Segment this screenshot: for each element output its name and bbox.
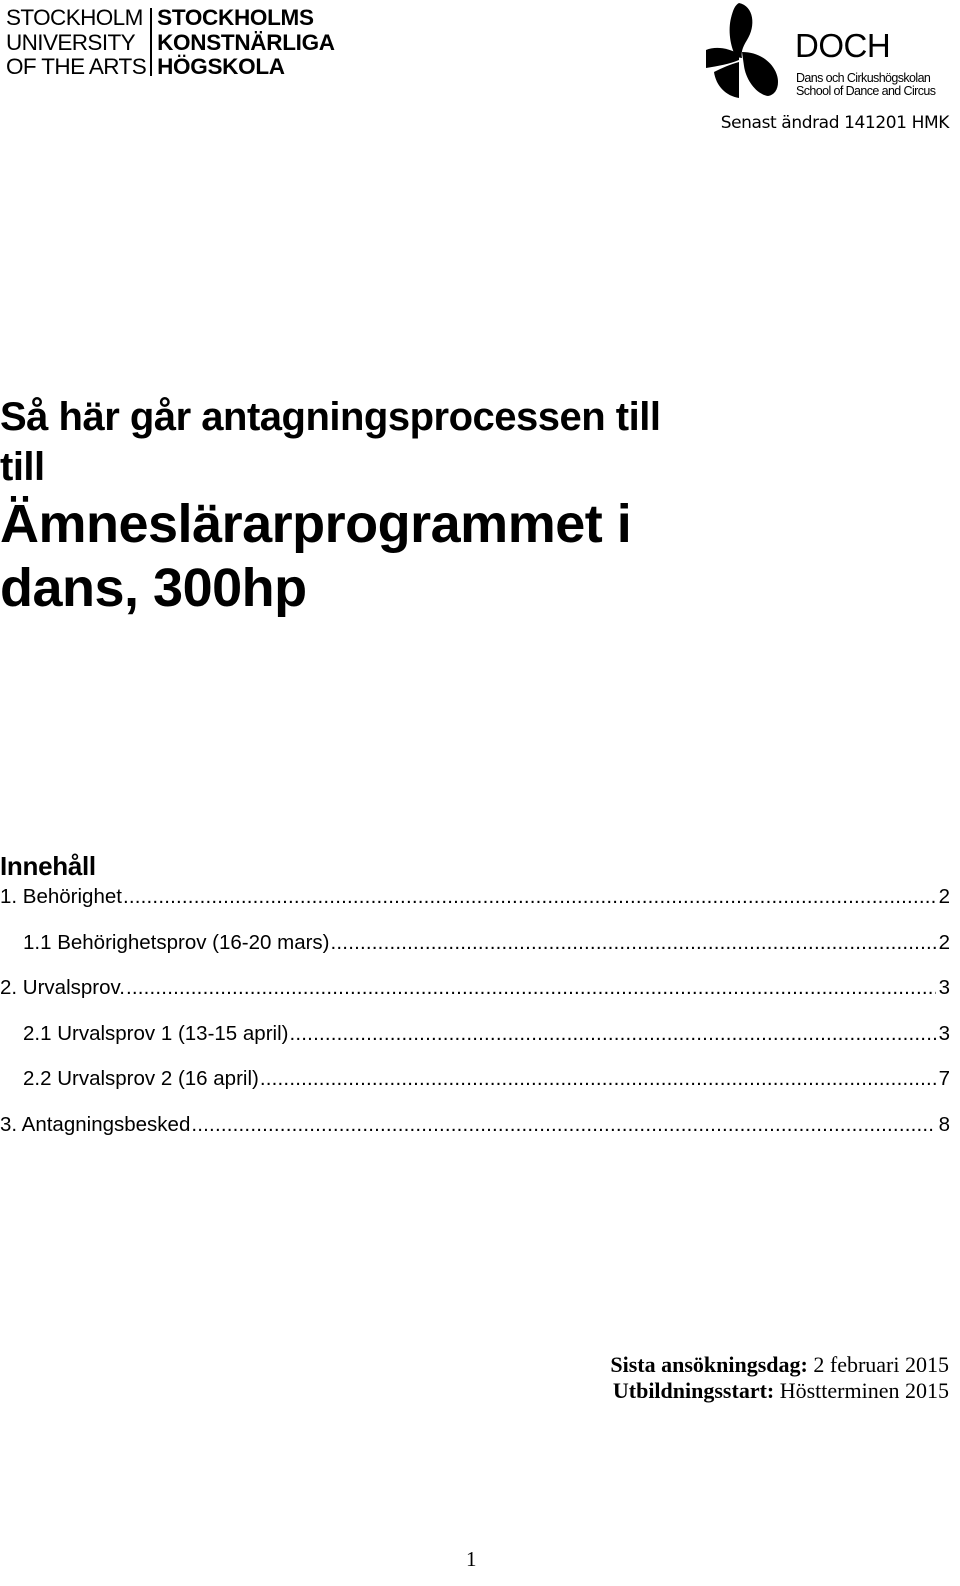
toc-dot-leader xyxy=(123,885,936,909)
toc-entry-label: 3. Antagningsbesked xyxy=(0,1112,191,1136)
toc-entry-label: 1.1 Behörighetsprov (16-20 mars) xyxy=(23,930,330,954)
doch-emblem-icon xyxy=(706,2,786,98)
toc-entry[interactable] xyxy=(0,1067,950,1102)
toc-entry-page: 8 xyxy=(938,1112,950,1136)
toc-entry-label: 2. Urvalsprov. xyxy=(0,976,125,999)
sku-logo xyxy=(6,6,335,80)
toc-heading: Innehåll xyxy=(0,851,96,881)
table-of-contents xyxy=(0,848,950,1158)
sku-logo-swedish-line: HÖGSKOLA xyxy=(157,54,285,79)
toc-entry-label: 2.2 Urvalsprov 2 (16 april) xyxy=(23,1067,259,1090)
toc-entry[interactable] xyxy=(0,1022,950,1057)
toc-entry[interactable] xyxy=(0,1113,950,1148)
page-number: 1 xyxy=(466,1547,477,1571)
deadline-value: 2 februari 2015 xyxy=(813,1352,949,1377)
title-line: till xyxy=(0,445,45,489)
sku-logo-english-line: OF THE ARTS xyxy=(6,54,147,79)
toc-entry[interactable] xyxy=(0,976,950,1011)
document-title xyxy=(0,392,760,620)
application-info xyxy=(610,1352,949,1404)
title-line: Så här går antagningsprocessen till xyxy=(0,395,661,439)
sku-logo-english-line: UNIVERSITY xyxy=(6,29,136,55)
doch-subtitle-swedish: Dans och Cirkushögskolan xyxy=(796,71,931,85)
toc-entry-label: 1. Behörighet xyxy=(0,885,122,908)
start-value: Höstterminen 2015 xyxy=(779,1378,949,1403)
doch-logo xyxy=(706,2,946,102)
start-label: Utbildningsstart: xyxy=(612,1378,775,1403)
deadline-line xyxy=(610,1352,949,1378)
deadline-label: Sista ansökningsdag: xyxy=(610,1352,808,1377)
title-line: Ämneslärarprogrammet i xyxy=(0,494,632,554)
doch-wordmark: DOCH xyxy=(795,27,891,64)
toc-dot-leader xyxy=(126,976,936,1000)
toc-entry[interactable] xyxy=(0,885,950,920)
sku-logo-swedish-line: KONSTNÄRLIGA xyxy=(157,29,335,55)
doch-subtitle-english: School of Dance and Circus xyxy=(796,84,936,98)
sku-logo-divider xyxy=(150,8,152,76)
sku-logo-swedish xyxy=(157,6,335,80)
sku-logo-english xyxy=(6,6,146,80)
toc-dot-leader xyxy=(191,1113,935,1137)
toc-entry-page: 2 xyxy=(938,930,950,954)
toc-entry-page: 2 xyxy=(938,885,950,908)
title-line: dans, 300hp xyxy=(0,558,307,618)
sku-logo-swedish-line: STOCKHOLMS xyxy=(157,5,314,30)
sku-logo-english-line: STOCKHOLM xyxy=(6,5,143,30)
toc-entry-page: 3 xyxy=(938,1021,950,1045)
start-line xyxy=(610,1378,949,1404)
toc-dot-leader xyxy=(289,1022,935,1046)
toc-dot-leader xyxy=(331,931,936,955)
toc-dot-leader xyxy=(260,1067,936,1091)
toc-entry-label: 2.1 Urvalsprov 1 (13-15 april) xyxy=(23,1021,289,1045)
toc-entry-page: 7 xyxy=(938,1067,950,1090)
last-modified-note: Senast ändrad 141201 HMK xyxy=(720,113,949,133)
toc-entry[interactable] xyxy=(0,931,950,966)
toc-entry-page: 3 xyxy=(938,976,950,999)
